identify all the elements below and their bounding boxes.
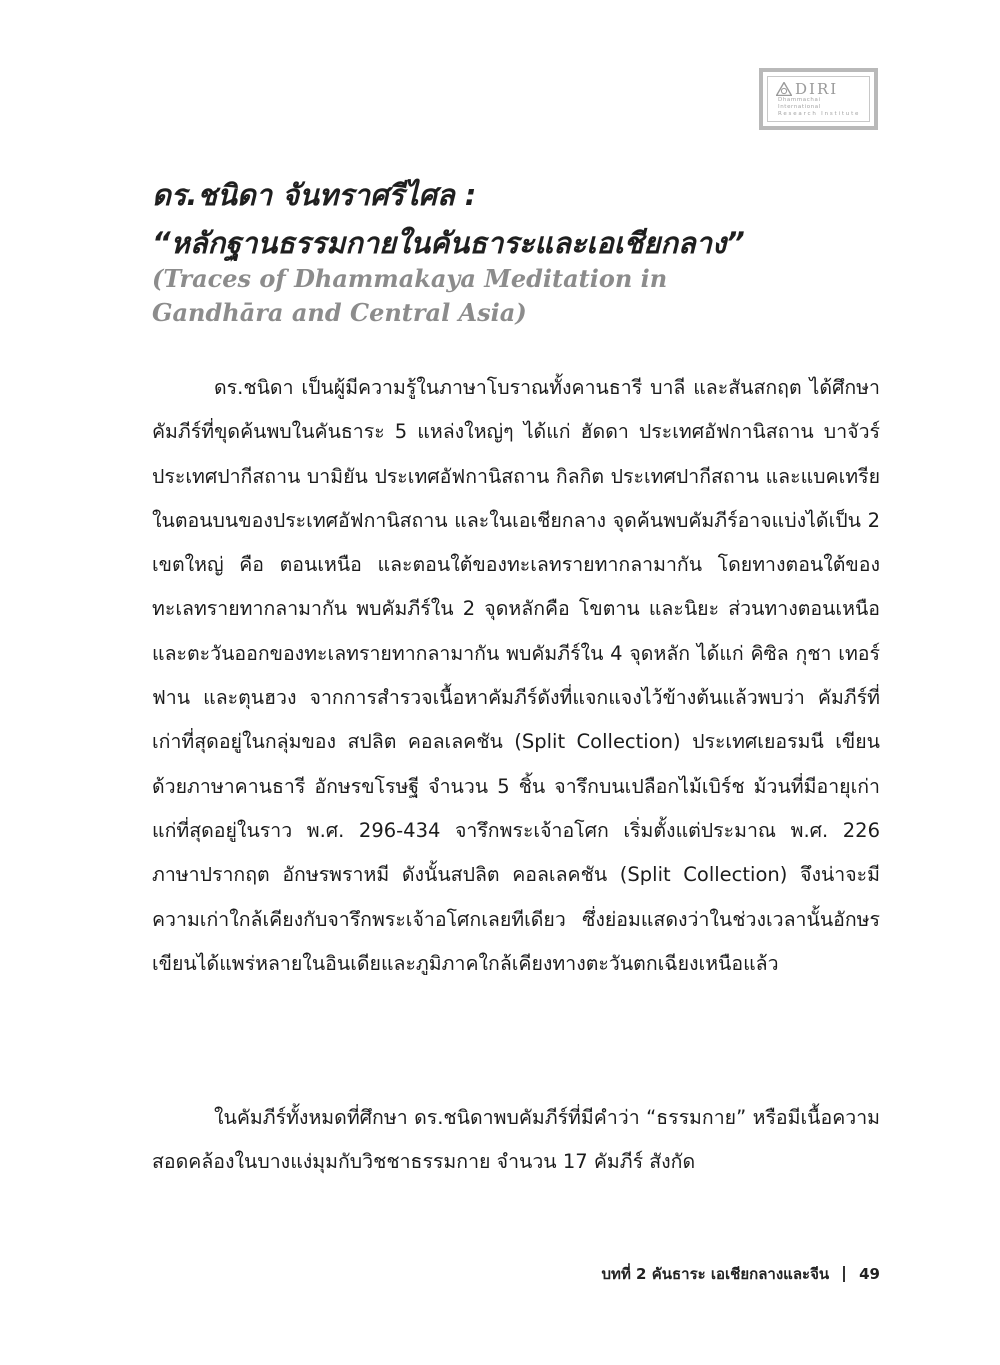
logo-name: DIRI (795, 80, 839, 98)
title-author: ดร.ชนิดา จันทราศรีไศล : (152, 178, 477, 212)
page-footer (602, 1262, 880, 1286)
diri-logo (759, 68, 878, 130)
page-number: 49 (859, 1265, 880, 1283)
logo-line1: Dhammachai International (778, 97, 821, 110)
footer-divider (843, 1266, 845, 1282)
footer-chapter: บทที่ 2 คันธาระ เอเชียกลางและจีน (601, 1265, 830, 1283)
body-paragraph-2: ในคัมภีร์ทั้งหมดที่ศึกษา ดร.ชนิดาพบคัมภีร์ที่มีคำว่า “ธรรมกาย” หรือมีเนื้อความสอดคล้องในบางแง่มุมกับวิชชาธรรมกาย จำนวน 17 คัมภีร์ สังกัด (152, 1106, 880, 1174)
logo-frame (767, 76, 870, 122)
logo-emblem-icon (776, 82, 792, 96)
body-paragraph-1: ดร.ชนิดา เป็นผู้มีความรู้ในภาษาโบราณทั้งคานธารี บาลี และสันสกฤต ได้ศึกษาคัมภีร์ที่ขุดค้นพบในคันธาระ 5 แหล่งใหญ่ๆ ได้แก่ ฮัดดา ประเทศอัฟกานิสถาน บาจัวร์ ประเทศปากีสถาน บามิยัน ประเทศอัฟกานิสถาน กิลกิต ประเทศปากีสถาน และแบคเทรีย ในตอนบนของประเทศอัฟกานิสถาน และในเอเชียกลาง จุดค้นพบคัมภีร์อาจแบ่งได้เป็น 2 เขตใหญ่ คือ ตอนเหนือ และตอนใต้ของทะเลทรายทากลามากัน โดยทางตอนใต้ของทะเลทรายทากลามากัน พบคัมภีร์ใน 2 จุดหลักคือ โขตาน และนิยะ ส่วนทางตอนเหนือและตะวันออกของทะเลทรายทากลามากัน พบคัมภีร์ใน 4 จุดหลัก ได้แก่ คิซิล กุชา เทอร์ฟาน และตุนฮวง จากการสำรวจเนื้อหาคัมภีร์ดังที่แจกแจงไว้ข้างต้นแล้วพบว่า คัมภีร์ที่เก่าที่สุดอยู่ในกลุ่มของ สปลิต คอลเลคชัน (Split Collection) ประเทศเยอรมนี เขียนด้วยภาษาคานธารี อักษรขโรษฐี จำนวน 5 ชิ้น จารึกบนเปลือกไม้เบิร์ช ม้วนที่มีอายุเก่าแก่ที่สุดอยู่ในราว พ.ศ. 296-434 จารึกพระเจ้าอโศก เริ่มตั้งแต่ประมาณ พ.ศ. 226 ภาษาปรากฤต อักษรพราหมี ดังนั้นสปลิต คอลเลคชัน (Split Collection) จึงน่าจะมีความเก่าใกล้เคียงกับจารึกพระเจ้าอโศกเลยทีเดียว ซึ่งย่อมแสดงว่าในช่วงเวลานั้นอักษรเขียนได้แพร่หลายในอินเดียและภูมิภาคใกล้เคียงทางตะวันตกเฉียงเหนือแล้ว (152, 376, 880, 975)
logo-row (776, 81, 838, 97)
title-topic: “หลักฐานธรรมกายในคันธาระและเอเชียกลาง” (152, 226, 745, 260)
title-english: (Traces of Dhammakaya Meditation in Gandhāra and Central Asia) (152, 264, 668, 327)
logo-line2: Research Institute (778, 111, 861, 117)
